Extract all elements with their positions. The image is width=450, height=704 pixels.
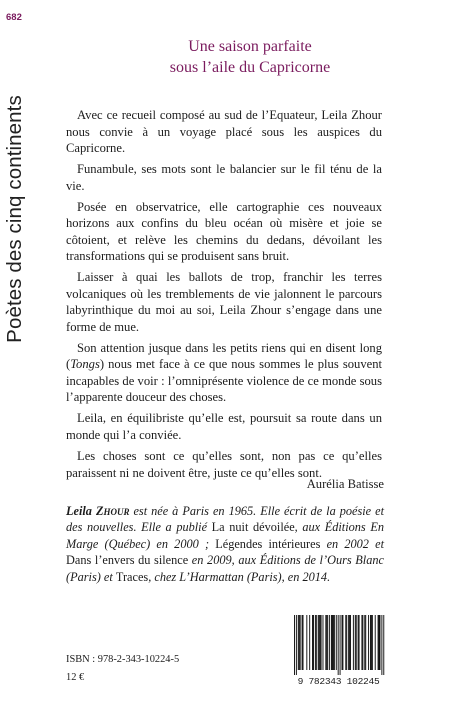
- bio-work-title: Légendes intérieures: [215, 536, 321, 551]
- barcode-bar: [326, 615, 327, 670]
- book-title-line-2: sous l’aile du Capricorne: [169, 59, 331, 76]
- barcode-bar: [353, 615, 354, 670]
- barcode-bar: [381, 615, 382, 675]
- barcode-bar: [299, 615, 300, 670]
- barcode-bar: [371, 615, 372, 670]
- barcode-bar: [359, 615, 360, 670]
- blurb-text: ) nous met face à ce que nous sommes le plus souvent incapables de voir : l’omniprésente violence de ce monde sous l’apparente douceur des choses.: [66, 357, 382, 405]
- blurb-paragraph: Avec ce recueil composé au sud de l’Equateur, Leila Zhour nous convie à un voyage placé sous les auspices du Capricorne.: [66, 108, 382, 155]
- author-first-name: Leila: [66, 504, 96, 518]
- barcode-bar: [358, 615, 359, 670]
- blurb-signature: Aurélia Batisse: [306, 477, 384, 491]
- price: 12 €: [66, 672, 85, 683]
- barcode-bar: [315, 615, 316, 670]
- barcode-bar: [345, 615, 346, 670]
- barcode-bar: [383, 615, 384, 675]
- blurb-paragraph: Les choses sont ce qu’elles sont, non pas ce qu’elles paraissent ni ne doivent être, juste ce qu’elles sont.: [66, 449, 382, 480]
- bio-text: , chez L’Harmattan (Paris), en 2014.: [148, 569, 331, 584]
- barcode-bar: [303, 615, 304, 670]
- barcode-bars: [290, 615, 387, 675]
- barcode-bar: [320, 615, 321, 670]
- barcode-bar: [364, 615, 365, 670]
- barcode-bar: [296, 615, 297, 675]
- barcode-bar: [327, 615, 328, 670]
- blurb-paragraph: Funambule, ses mots sont le balancier sur le fil ténu de la vie.: [66, 162, 382, 193]
- barcode-bar: [379, 615, 380, 670]
- barcode-bar: [375, 615, 376, 670]
- barcode-bar: [338, 615, 339, 675]
- book-title: [100, 36, 400, 78]
- blurb: [66, 107, 382, 486]
- barcode-bar: [372, 615, 373, 670]
- barcode-bar: [306, 615, 307, 670]
- barcode-bar: [348, 615, 349, 670]
- barcode-bar: [298, 615, 299, 670]
- barcode-bar: [350, 615, 351, 670]
- barcode-bar: [342, 615, 343, 670]
- bio-work-title: La nuit dévoilée: [211, 520, 295, 535]
- barcode-bar: [336, 615, 337, 670]
- barcode-bar: [342, 615, 343, 670]
- barcode-bar: [329, 615, 330, 670]
- author-last-name: Zhour: [95, 504, 130, 518]
- barcode-bar: [316, 615, 317, 670]
- barcode-bar: [356, 615, 357, 670]
- author-bio: [66, 503, 384, 585]
- barcode-bar: [309, 615, 310, 670]
- bio-work-title: Traces: [115, 569, 149, 584]
- blurb-paragraph: Posée en observatrice, elle cartographie ces nouveaux horizons aux confins du bleu océan où misère et joie se côtoient, et relève les chemins du dedans, dévoilant les transformations qui se produisent sans bruit.: [66, 199, 382, 264]
- barcode-bar: [365, 615, 366, 670]
- barcode-bar: [333, 615, 334, 670]
- barcode-bar: [370, 615, 371, 670]
- barcode-bar: [319, 615, 320, 670]
- barcode-bar: [302, 615, 303, 670]
- barcode-bar: [355, 615, 356, 670]
- barcode-bar: [349, 615, 350, 670]
- barcode-bar: [340, 615, 341, 675]
- bio-work-title: Dans l’envers du silence: [66, 553, 189, 568]
- barcode-bar: [378, 615, 379, 670]
- barcode-bar: [362, 615, 363, 670]
- barcode-bar: [323, 615, 324, 670]
- barcode: [290, 615, 387, 688]
- barcode-bar: [294, 615, 295, 675]
- blurb-text: Son attention jusque dans les petits riens qui en disent long (: [66, 340, 382, 372]
- series-title: [3, 60, 27, 378]
- blurb-paragraph: [66, 340, 382, 406]
- barcode-bar: [346, 615, 347, 670]
- bio-text: , aux Éditions En Marge (Québec) en 2000 ;: [66, 520, 384, 551]
- barcode-bar: [361, 615, 362, 670]
- series-number: 682: [6, 12, 22, 23]
- barcode-bar: [325, 615, 326, 670]
- barcode-bar: [380, 615, 381, 670]
- blurb-paragraph: Laisser à quai les ballots de trop, franchir les terres volcaniques où les tremblements de vie jalonnent le parcours labyrinthique du moi au soi, Leila Zhour s’engage dans une forme de mue.: [66, 270, 382, 334]
- barcode-bar: [332, 615, 333, 670]
- barcode-digits: 9 782343 102245: [297, 676, 380, 687]
- bio-text: en 2002 et: [320, 536, 384, 551]
- barcode-bar: [321, 615, 322, 670]
- barcode-bar: [300, 615, 301, 670]
- bio-text: est née à Paris en 1965. Elle écrit de la poésie et des nouvelles. Elle a publié: [66, 504, 384, 535]
- bio-text: en 2009, aux Éditions de l’Ours Blanc (Paris) et: [66, 553, 384, 584]
- series-title-text: Poètes des cinq continents: [3, 95, 26, 343]
- book-title-line-1: Une saison parfaite: [188, 38, 312, 55]
- blurb-poem-title: Tongs: [70, 357, 100, 372]
- barcode-bar: [368, 615, 369, 670]
- isbn: ISBN : 978-2-343-10224-5: [66, 654, 180, 665]
- barcode-bar: [334, 615, 335, 670]
- barcode-bar: [318, 615, 319, 670]
- blurb-paragraph: Leila, en équilibriste qu’elle est, poursuit sa route dans un monde qui l’a conviée.: [66, 411, 382, 442]
- barcode-bar: [313, 615, 314, 670]
- barcode-bar: [312, 615, 313, 670]
- barcode-bar: [331, 615, 332, 670]
